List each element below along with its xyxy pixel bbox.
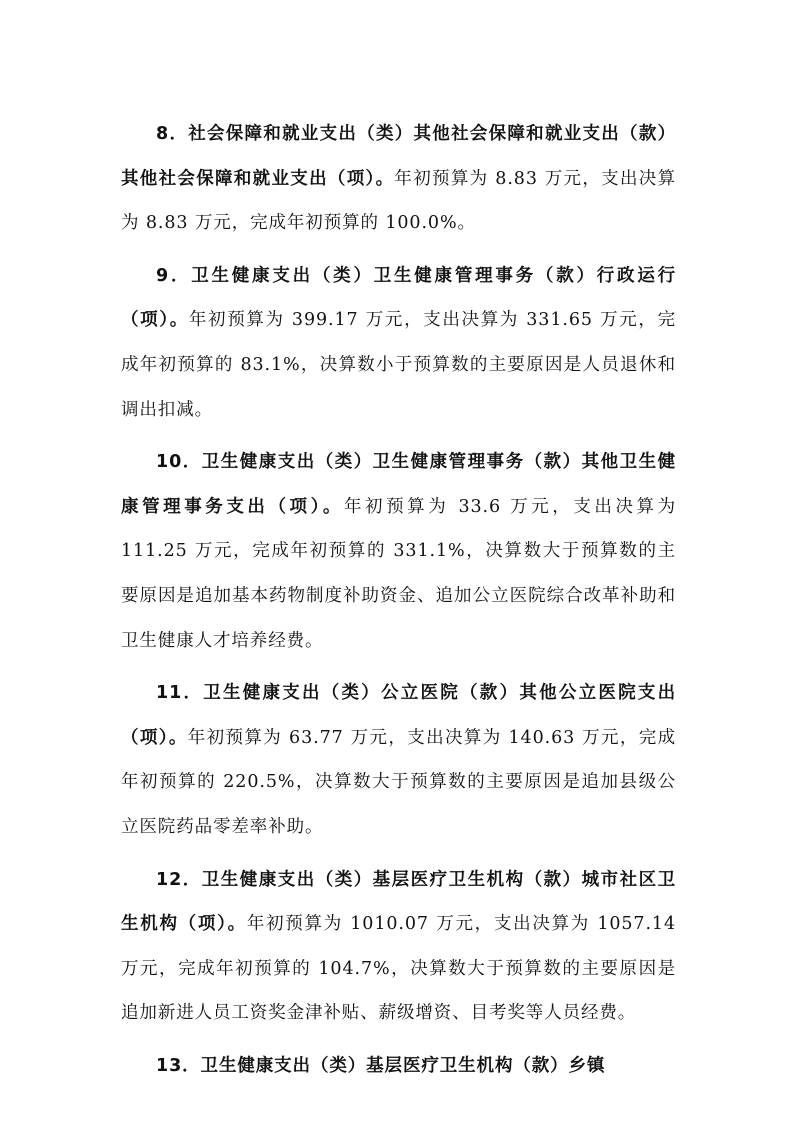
paragraph-10: [121, 440, 676, 663]
paragraph-heading: 13．卫生健康支出（类）基层医疗卫生机构（款）乡镇: [156, 1055, 606, 1076]
paragraph-heading: 8．社会保障和就业支出（类）其他社会保障和就业支出（款）其他社会保障和就业支出（项）。: [121, 124, 676, 189]
document-page: [121, 112, 676, 1096]
paragraph-body: 年初预算为 399.17 万元，支出决算为 331.65 万元，完成年初预算的 83.1%，决算数小于预算数的主要原因是人员退休和调出扣减。: [121, 310, 676, 420]
paragraph-11: [121, 671, 676, 849]
paragraph-body: 年初预算为 8.83 万元，支出决算为 8.83 万元，完成年初预算的 100.0%。: [121, 168, 676, 234]
paragraph-heading: 9．卫生健康支出（类）卫生健康管理事务（款）行政运行（项）。: [121, 265, 676, 331]
paragraph-heading: 10．卫生健康支出（类）卫生健康管理事务（款）其他卫生健康管理事务支出（项）。: [121, 452, 676, 517]
paragraph-8: [121, 112, 676, 246]
paragraph-9: [121, 254, 676, 432]
paragraph-body: 年初预算为 1010.07 万元，支出决算为 1057.14 万元，完成年初预算的 104.7%，决算数大于预算数的主要原因是追加新进人员工资奖金津补贴、薪级增资、目考奖等人员经费。: [121, 914, 676, 1024]
paragraph-body: 年初预算为 63.77 万元，支出决算为 140.63 万元，完成年初预算的 220.5%，决算数大于预算数的主要原因是追加县级公立医院药品零差率补助。: [121, 727, 676, 837]
paragraph-13: [121, 1044, 676, 1089]
paragraph-12: [121, 858, 676, 1036]
paragraph-heading: 12．卫生健康支出（类）基层医疗卫生机构（款）城市社区卫生机构（项）。: [121, 869, 676, 935]
paragraph-body: 年初预算为 33.6 万元，支出决算为 111.25 万元，完成年初预算的 331.1%，决算数大于预算数的主要原因是追加基本药物制度补助资金、追加公立医院综合改革补助和卫生健康人才培养经费。: [121, 496, 676, 651]
paragraph-heading: 11．卫生健康支出（类）公立医院（款）其他公立医院支出（项）。: [121, 683, 676, 748]
